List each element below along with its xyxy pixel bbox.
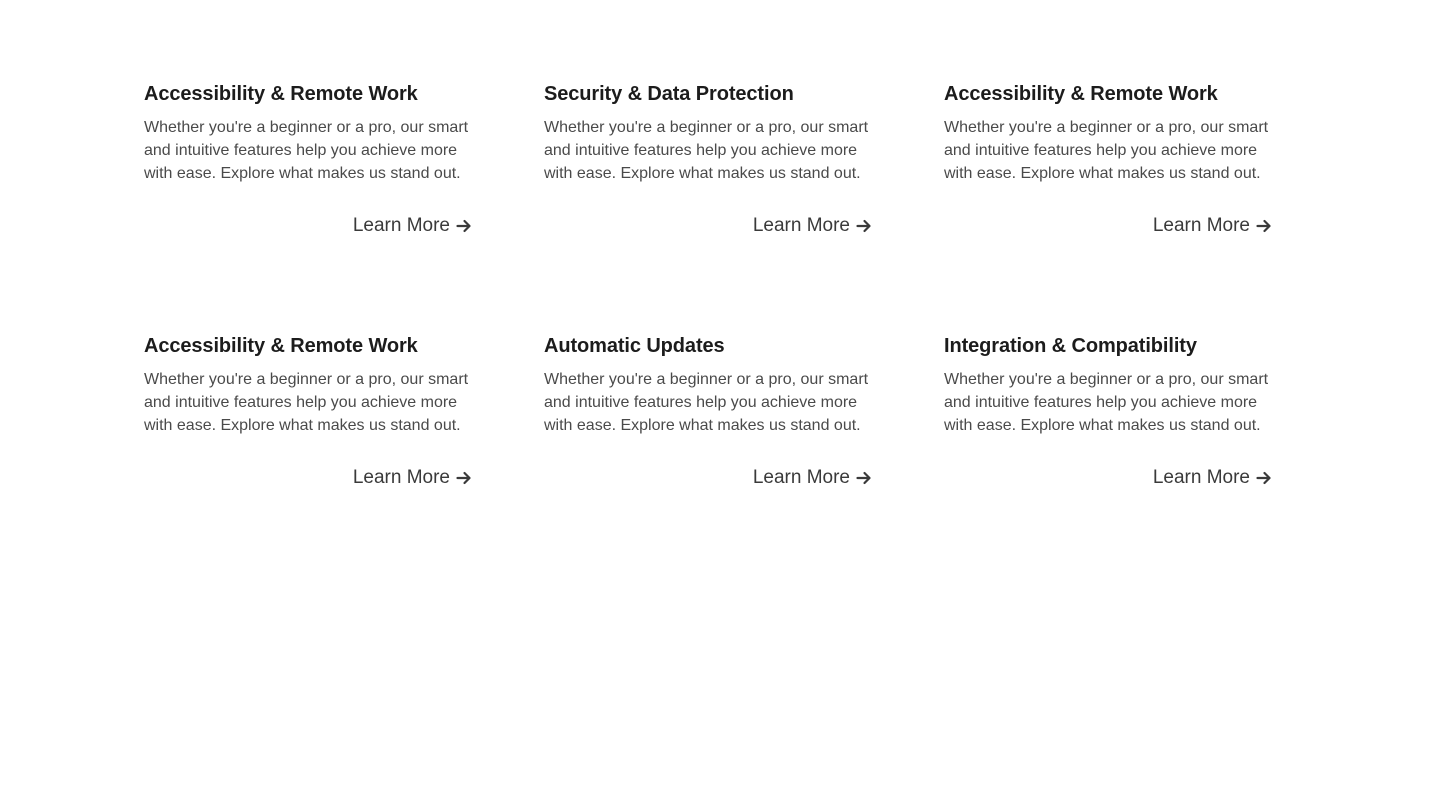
arrow-right-icon — [456, 470, 472, 486]
feature-description: Whether you're a beginner or a pro, our smart and intuitive features help you achieve more with ease. Explore what makes us stand out. — [944, 119, 1269, 182]
feature-description: Whether you're a beginner or a pro, our smart and intuitive features help you achieve more with ease. Explore what makes us stand out. — [544, 371, 869, 434]
learn-more-label: Learn More — [1152, 467, 1250, 488]
arrow-right-icon — [856, 470, 872, 486]
learn-more-label: Learn More — [352, 215, 450, 236]
feature-title: Accessibility & Remote Work — [944, 83, 1218, 105]
feature-card — [544, 332, 896, 502]
learn-more-link[interactable] — [1153, 214, 1272, 238]
learn-more-label: Learn More — [752, 467, 850, 488]
feature-card — [944, 80, 1296, 250]
feature-card — [144, 332, 496, 502]
arrow-right-icon — [456, 218, 472, 234]
learn-more-link[interactable] — [753, 214, 872, 238]
feature-card — [544, 80, 896, 250]
arrow-right-icon — [856, 218, 872, 234]
learn-more-label: Learn More — [352, 467, 450, 488]
feature-card — [144, 80, 496, 250]
arrow-right-icon — [1256, 470, 1272, 486]
feature-title: Automatic Updates — [544, 335, 725, 357]
feature-title: Accessibility & Remote Work — [144, 83, 418, 105]
learn-more-link[interactable] — [1153, 466, 1272, 490]
feature-title: Accessibility & Remote Work — [144, 335, 418, 357]
features-grid — [144, 80, 1296, 502]
learn-more-label: Learn More — [752, 215, 850, 236]
arrow-right-icon — [1256, 218, 1272, 234]
feature-description: Whether you're a beginner or a pro, our smart and intuitive features help you achieve more with ease. Explore what makes us stand out. — [544, 119, 869, 182]
feature-title: Integration & Compatibility — [944, 335, 1197, 357]
learn-more-link[interactable] — [353, 466, 472, 490]
feature-description: Whether you're a beginner or a pro, our smart and intuitive features help you achieve more with ease. Explore what makes us stand out. — [144, 119, 469, 182]
feature-title: Security & Data Protection — [544, 83, 794, 105]
learn-more-link[interactable] — [753, 466, 872, 490]
learn-more-link[interactable] — [353, 214, 472, 238]
feature-description: Whether you're a beginner or a pro, our smart and intuitive features help you achieve more with ease. Explore what makes us stand out. — [944, 371, 1269, 434]
feature-description: Whether you're a beginner or a pro, our smart and intuitive features help you achieve more with ease. Explore what makes us stand out. — [144, 371, 469, 434]
learn-more-label: Learn More — [1152, 215, 1250, 236]
feature-card — [944, 332, 1296, 502]
